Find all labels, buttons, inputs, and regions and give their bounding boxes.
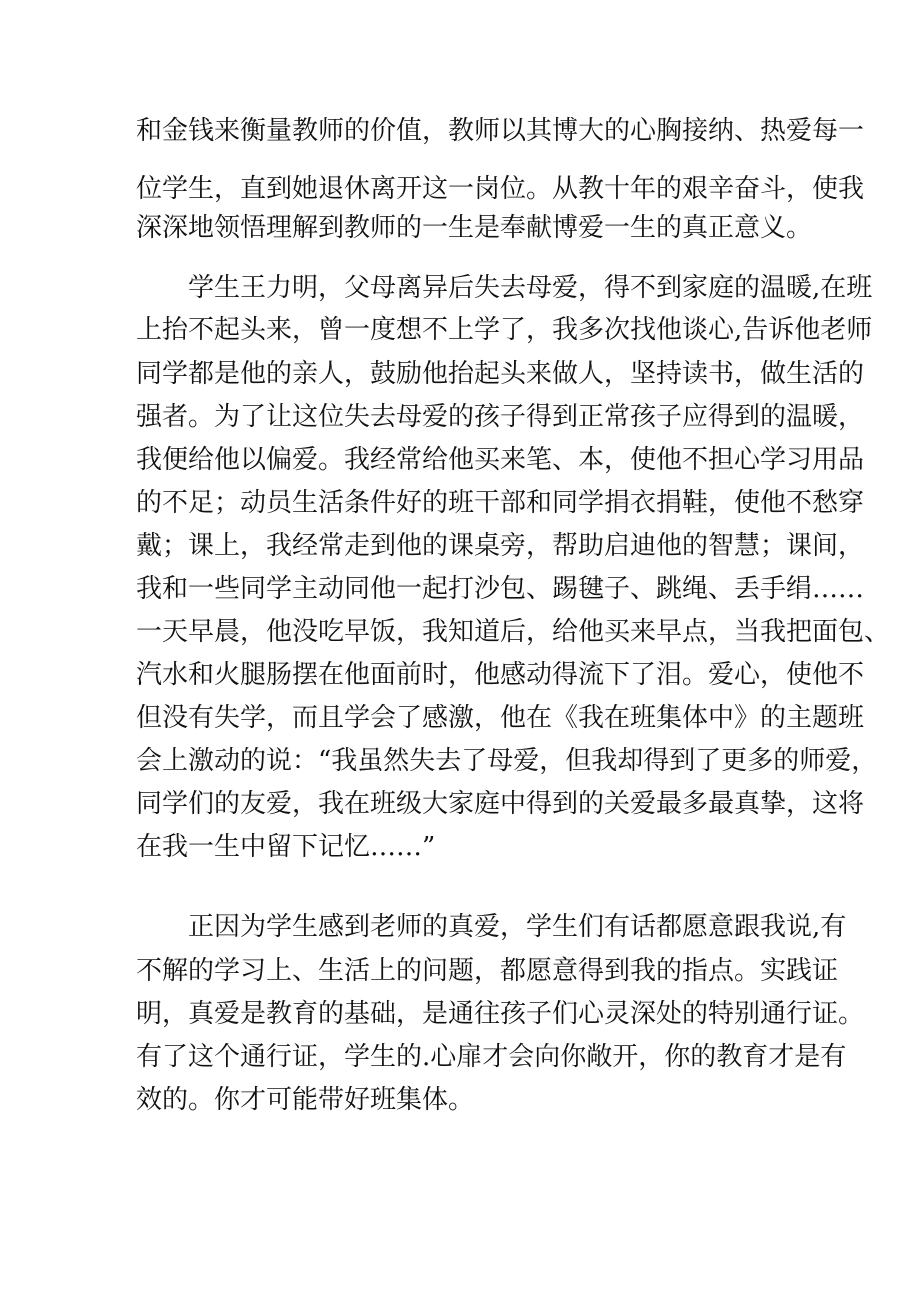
text-line: 学生王力明，父母离异后失去母爱，得不到家庭的温暖,在班 [188,273,873,303]
text-line: 会上激动的说：“我虽然失去了母爱，但我却得到了更多的师爱， [136,746,878,776]
text-line: 强者。为了让这位失去母爱的孩子得到正常孩子应得到的温暖， [136,402,865,432]
text-line: 和金钱来衡量教师的价值，教师以其博大的心胸接纳、热爱每一 [136,116,865,146]
text-line: 汽水和火腿肠摆在他面前时，他感动得流下了泪。爱心，使他不 [136,660,865,690]
text-line: 有了这个通行证，学生的.心扉才会向你敞开，你的教育才是有 [136,1042,847,1072]
text-line: 位学生，直到她退休离开这一岗位。从教十年的艰辛奋斗，使我 [136,174,865,204]
text-line: 的不足；动员生活条件好的班干部和同学捐衣捐鞋，使他不愁穿 [136,488,865,518]
text-line: 效的。你才可能带好班集体。 [136,1085,475,1115]
text-line: 在我一生中留下记忆……” [136,832,436,862]
text-line: 上抬不起头来，曾一度想不上学了，我多次找他谈心,告诉他老师 [136,315,873,345]
text-line: 不解的学习上、生活上的问题，都愿意得到我的指点。实践证 [136,956,839,986]
text-line: 我和一些同学主动同他一起打沙包、踢毽子、跳绳、丢手绢…… [136,574,865,604]
text-line: 我便给他以偏爱。我经常给他买来笔、本，使他不担心学习用品 [136,445,865,475]
text-line: 明，真爱是教育的基础，是通往孩子们心灵深处的特别通行证。 [136,999,865,1029]
text-line: 同学们的友爱，我在班级大家庭中得到的关爱最多最真挚，这将 [136,789,865,819]
text-line: 一天早晨，他没吃早饭，我知道后，给他买来早点，当我把面包、 [136,617,891,647]
text-line: 正因为学生感到老师的真爱，学生们有话都愿意跟我说,有 [188,912,847,942]
text-line: 同学都是他的亲人，鼓励他抬起头来做人，坚持读书，做生活的 [136,359,865,389]
text-line: 戴；课上，我经常走到他的课桌旁，帮助启迪他的智慧；课间， [136,531,865,561]
text-line: 但没有失学，而且学会了感激，他在《我在班集体中》的主题班 [136,703,865,733]
text-line: 深深地领悟理解到教师的一生是奉献博爱一生的真正意义。 [136,213,813,243]
